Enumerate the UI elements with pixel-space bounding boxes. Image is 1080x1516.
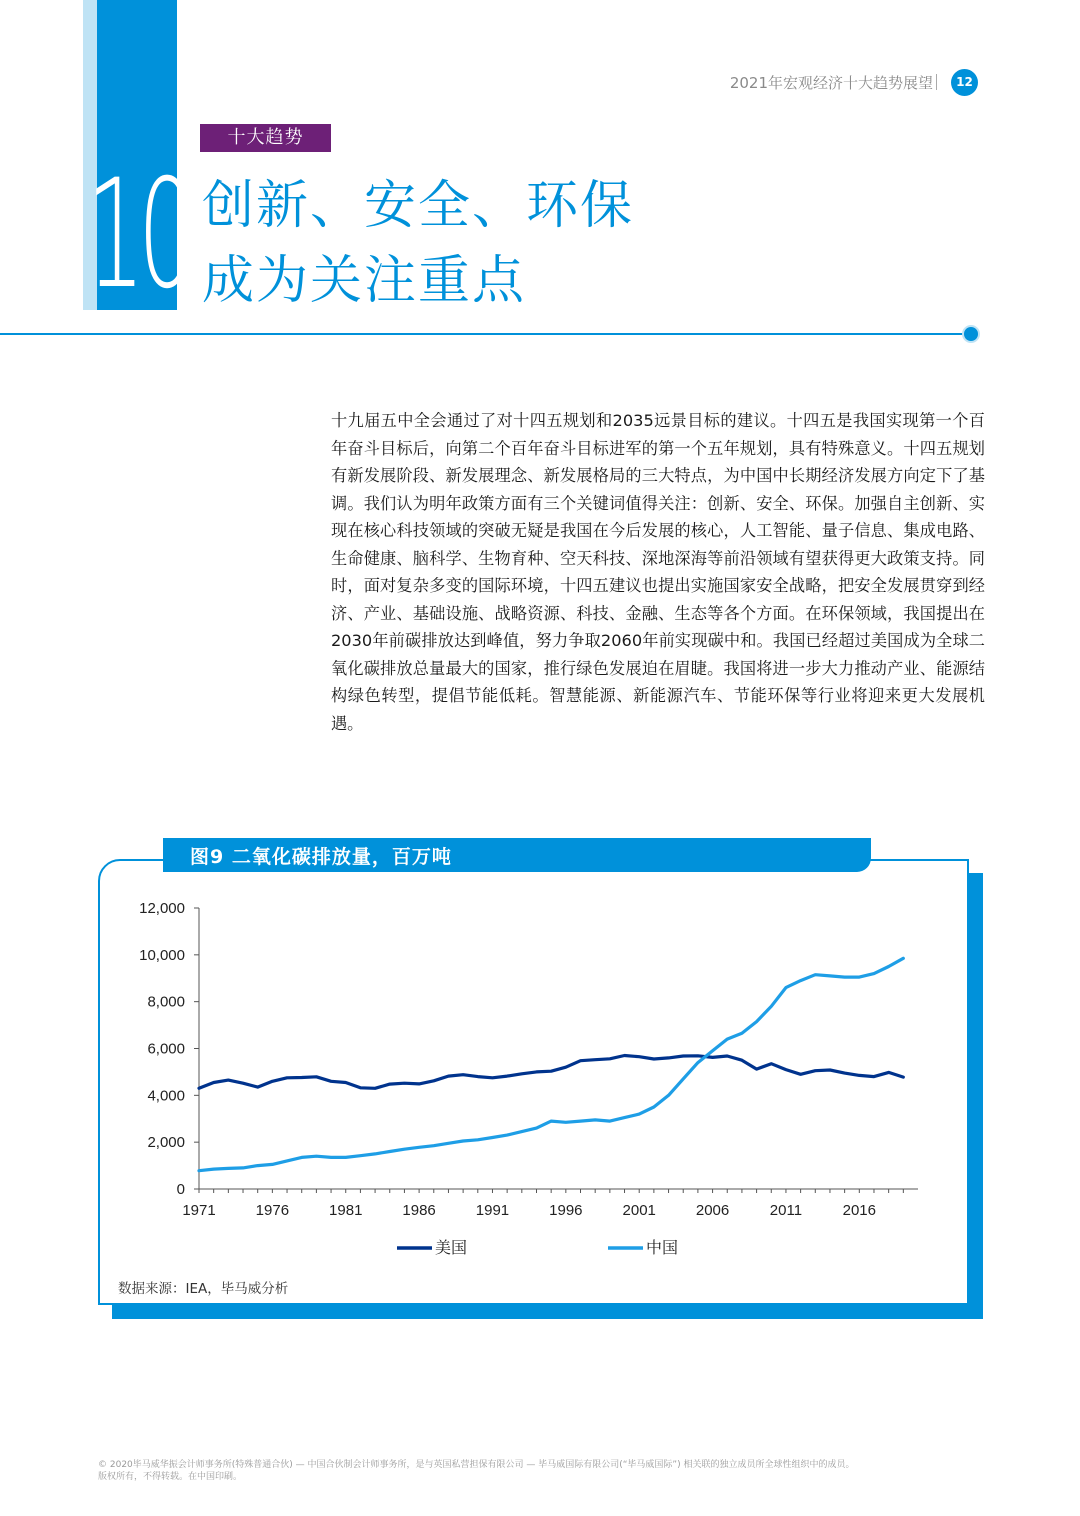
x-axis-ticks (182, 1189, 903, 1219)
x-tick-label: 1981 (329, 1202, 363, 1219)
x-tick-label: 2016 (842, 1202, 876, 1219)
chart-legend (397, 1238, 678, 1257)
chart-title: 图9 二氧化碳排放量，百万吨 (190, 846, 452, 868)
x-tick-label: 1986 (402, 1202, 436, 1219)
legend-label: 中国 (646, 1238, 679, 1257)
divider-rule (0, 333, 968, 335)
x-tick-label: 2006 (695, 1202, 730, 1219)
y-tick-label: 0 (176, 1181, 185, 1198)
footer-rights: 版权所有，不得转载。在中国印刷。 (98, 1472, 243, 1482)
page-number-badge: 12 (951, 69, 978, 96)
y-axis-ticks (139, 900, 199, 1198)
chart-series (199, 958, 903, 1170)
x-tick-label: 1996 (549, 1202, 583, 1219)
co2-emissions-chart (100, 880, 960, 1275)
x-tick-label: 1971 (182, 1202, 216, 1219)
legend-label: 美国 (435, 1238, 468, 1257)
section-badge: 十大趋势 (200, 124, 331, 152)
series-line-china (199, 958, 903, 1170)
section-title-line-1: 创新、安全、环保 (202, 176, 635, 236)
y-tick-label: 8,000 (147, 993, 185, 1011)
report-title: 2021年宏观经济十大趋势展望 (729, 74, 933, 92)
y-tick-label: 12,000 (139, 900, 185, 917)
chart-axes (199, 908, 918, 1189)
body-paragraph: 十九届五中全会通过了对十四五规划和2035远景目标的建议。十四五是我国实现第一个百年奋斗目标后，向第二个百年奋斗目标进军的第一个五年规划，具有特殊意义。十四五规划有新发展阶段、新发展理念、新发展格局的三大特点，为中国中长期经济发展方向定下了基调。我们认为明年政策方面有三个关键词值得关注：创新、安全、环保。加强自主创新、实现在核心科技领域的突破无疑是我国在今后发展的核心，人工智能、量子信息、集成电路、生命健康、脑科学、生物育种、空天科技、深地深海等前沿领域有望获得更大政策支持。同时，面对复杂多变的国际环境，十四五建议也提出实施国家安全战略，把安全发展贯穿到经济、产业、基础设施、战略资源、科技、金融、生态等各个方面。在环保领域，我国提出在2030年前碳排放达到峰值，努力争取2060年前实现碳中和。我国已经超过美国成为全球二氧化碳排放总量最大的国家，推行绿色发展迫在眉睫。我国将进一步大力推动产业、能源结构绿色转型，提倡节能低耗。智慧能源、新能源汽车、节能环保等行业将迎来更大发展机遇。 (331, 411, 985, 733)
y-tick-label: 2,000 (147, 1134, 185, 1152)
footer-copyright: © 2020毕马威华振会计师事务所(特殊普通合伙) — 中国合伙制会计师事务所，是与英国私营担保有限公司 — 毕马威国际有限公司(“毕马威国际”) 相关联的独立成员所全球性组织中的成员。 (98, 1460, 855, 1470)
x-tick-label: 1991 (475, 1202, 510, 1219)
chart-source: 数据来源：IEA，毕马威分析 (118, 1281, 289, 1297)
x-tick-label: 2001 (622, 1202, 656, 1219)
series-line-usa (199, 1056, 903, 1089)
y-tick-label: 6,000 (147, 1040, 185, 1058)
divider-dot-icon (962, 325, 980, 343)
x-tick-label: 1976 (255, 1202, 290, 1219)
page-footer (98, 1459, 998, 1483)
y-tick-label: 10,000 (139, 946, 185, 964)
header-separator (936, 74, 937, 90)
y-tick-label: 4,000 (147, 1087, 185, 1105)
x-tick-label: 2011 (769, 1202, 803, 1219)
section-title-line-2: 成为关注重点 (202, 251, 527, 311)
section-number: 10 (86, 148, 190, 322)
